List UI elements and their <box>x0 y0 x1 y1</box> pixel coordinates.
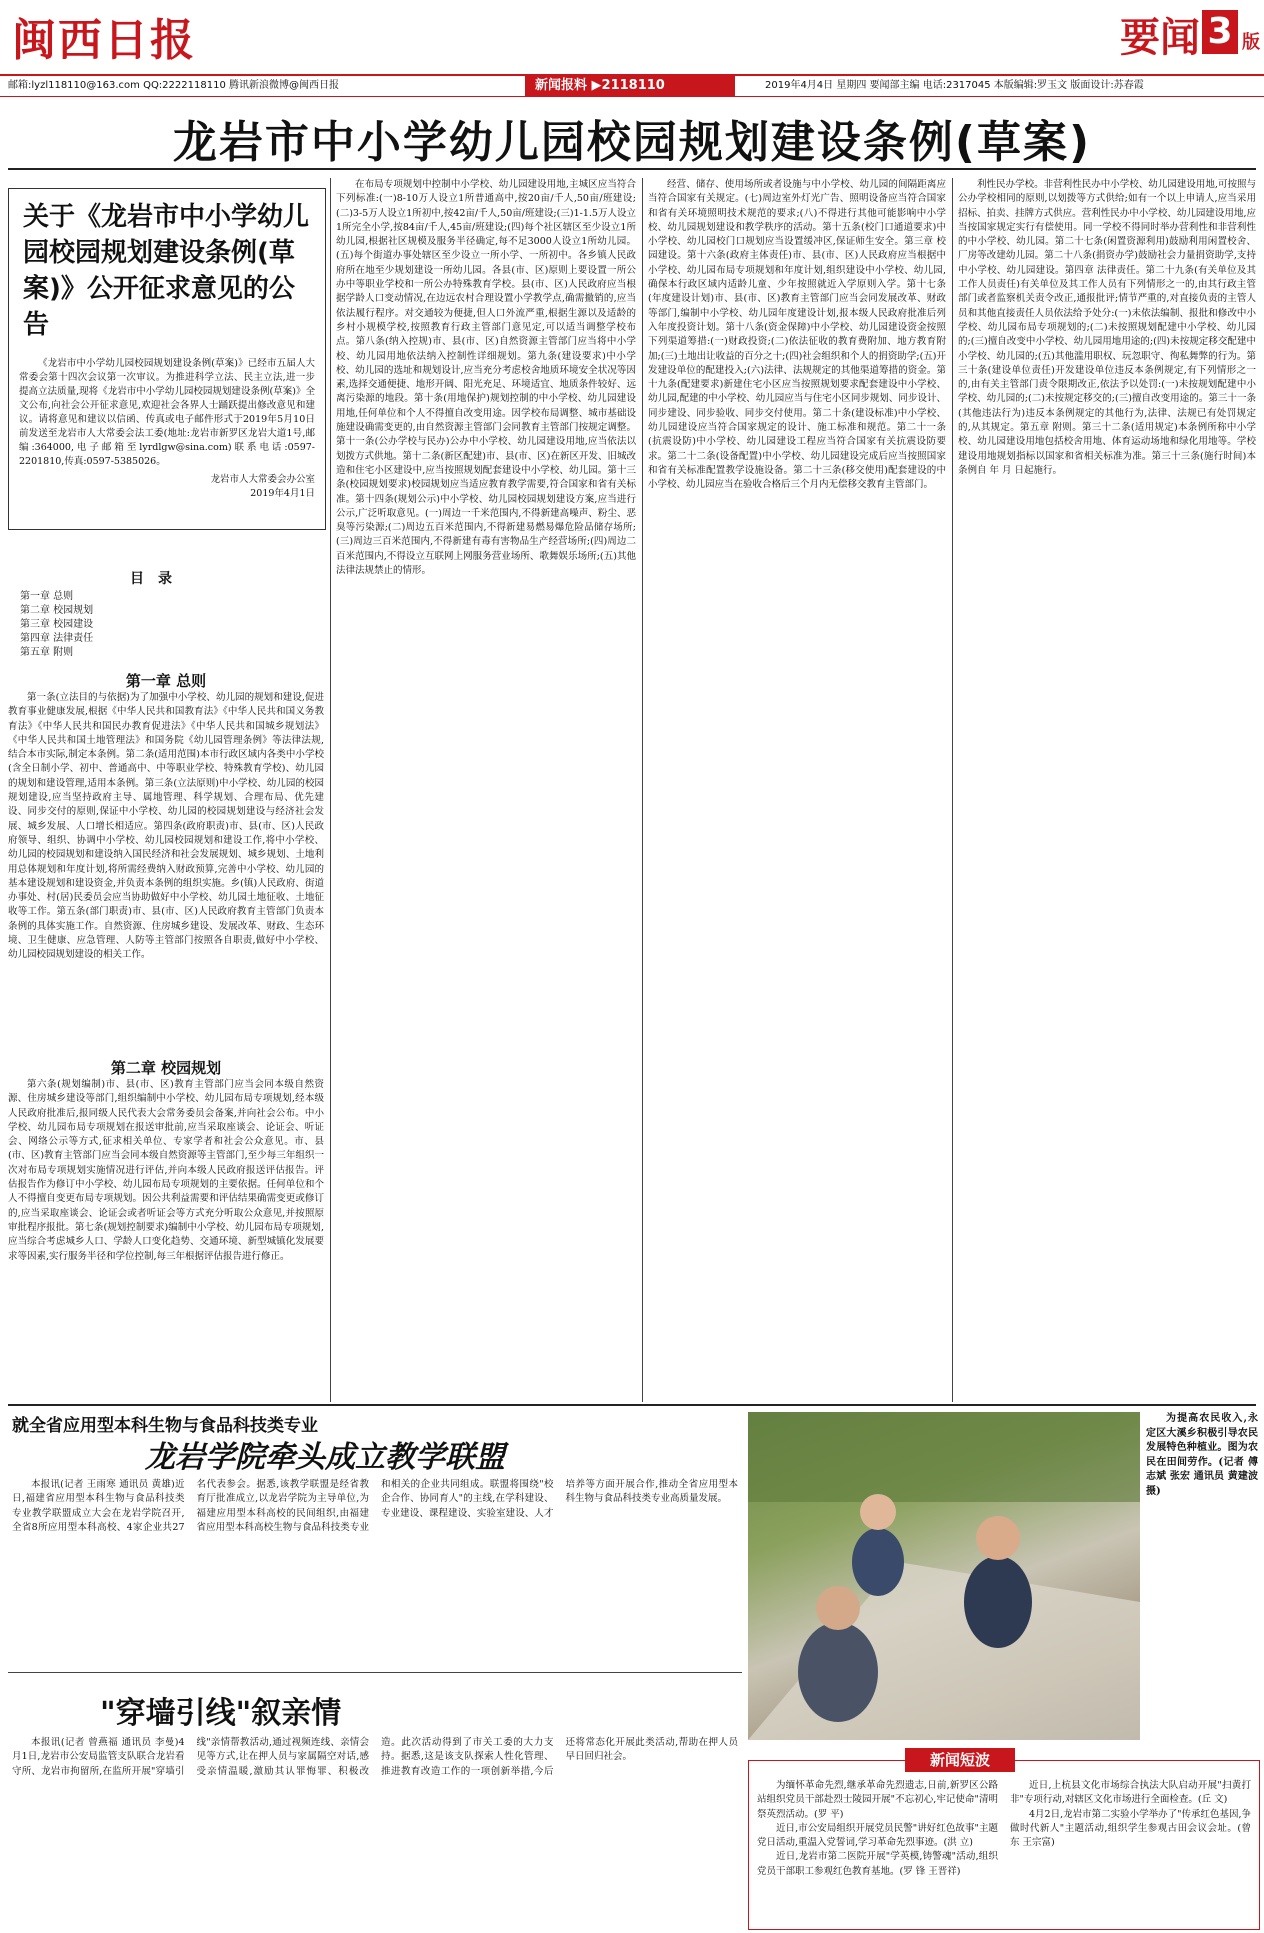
article-text: 第六条(规划编制)市、县(市、区)教育主管部门应当会同本级自然资源、住房城乡建设等部门,组织编制中小学校、幼儿园布局专项规划,经本级人民政府批准后,报同级人民代表大会常务委员会备案,并向社会公布。中小学校、幼儿园布局专项规划在报送审批前,应当采取座谈会、论证会、听证会、网络公示等方式,征求相关单位、专家学者和社会公众意见。市、县(市、区)教育主管部门应当会同本级自然资源等主管部门,至少每三年组织一次对布局专项规划实施情况进行评估,并向本级人民政府报送评估报告。评估报告作为修订中小学校、幼儿园布局专项规划的主要依据。任何单位和个人不得擅自变更布局专项规划。因公共利益需要和评估结果确需变更或修订的,应当采取座谈会、论证会或者听证会等方式充分听取公众意见,并按照原审批程序报批。第七条(规划控制要求)编制中小学校、幼儿园布局专项规划,应当综合考虑城乡人口、学龄人口变化趋势、交通环境、新型城镇化发展要求等因素,实行服务半径和学位控制,每三年根据评估报告进行修正。 <box>8 1079 324 1262</box>
column-divider <box>330 178 331 1402</box>
column-text <box>8 691 324 1051</box>
notice-text: 《龙岩市中小学幼儿园校园规划建设条例(草案)》已经市五届人大常委会第十四次会议第一次审议。为推进科学立法、民主立法,进一步提高立法质量,现将《龙岩市中小学幼儿园校园规划建设条例(草案)》全文公布,向社会公开征求意见,欢迎社会各界人士踊跃提出修改意见和建议。请将意见和建议以信函、传真或电子邮件形式于2019年5月10日前发送至龙岩市人大常委会法工委(地址:龙岩市新罗区龙岩大道1号,邮编:364000,电子邮箱至lyrdlgw@sina.com)联系电话:0597-2201810,传真:0597-5385026。 <box>19 358 315 467</box>
photo-illustration <box>748 1412 1140 1740</box>
brief-item: 近日,市公安局组织开展党员民警"讲好红色故事"主题党日活动,重温入党誓词,学习革命先烈事迹。(洪 立) <box>757 1822 998 1849</box>
news-photo <box>748 1412 1140 1740</box>
column-divider <box>952 178 953 1402</box>
story-kicker: 就全省应用型本科生物与食品科技类专业 <box>12 1416 318 1436</box>
column-1 <box>8 670 324 1390</box>
notice-title: 关于《龙岩市中小学幼儿园校园规划建设条例(草案)》公开征求意见的公告 <box>23 202 310 340</box>
article-text: 第一条(立法目的与依据)为了加强中小学校、幼儿园的规划和建设,促进教育事业健康发展,根据《中华人民共和国教育法》《中华人民共和国义务教育法》《中华人民共和国民办教育促进法》《中华人民共和国城乡规划法》《中华人民共和国土地管理法》和国务院《幼儿园管理条例》等法律法规,结合本市实际,制定本条例。第二条(适用范围)本市行政区域内各类中小学校(含全日制小学、初中、普通高中、中等职业学校、特殊教育学校)、幼儿园的规划和建设管理,适用本条例。第三条(立法原则)中小学校、幼儿园的校园规划建设,应当坚持政府主导、属地管理、科学规划、合理布局、优先建设、同步交付的原则,保证中小学校、幼儿园的校园规划建设与经济社会发展、城乡发展、人口增长相适应。第四条(政府职责)市、县(市、区)人民政府领导、组织、协调中小学校、幼儿园校园规划和建设工作,将中小学校、幼儿园的校园规划和建设纳入国民经济和社会发展规划、城乡规划、土地利用总体规划和年度计划,将所需经费纳入财政预算,完善中小学校、幼儿园的基本建设规划和建设资金,并负责本条例的组织实施。乡(镇)人民政府、街道办事处、村(居)民委员会应当协助做好中小学校、幼儿园土地征收、土地征收等工作。第五条(部门职责)市、县(市、区)人民政府教育主管部门负责本条例的具体实施工作。自然资源、住房城乡建设、发展改革、财政、生态环境、卫生健康、应急管理、人防等主管部门按照各自职责,做好中小学校、幼儿园校园规划建设的相关工作。 <box>8 692 324 961</box>
story-title: "穿墙引线"叙亲情 <box>100 1696 342 1731</box>
brief-item: 近日,龙岩市第二医院开展"学英模,铸警魂"活动,组织党员干部职工参观红色教育基地。(罗 锋 王晋祥) <box>757 1851 998 1877</box>
public-notice-box <box>8 188 326 530</box>
section-name: 要闻 <box>1120 15 1200 61</box>
news-briefs-box <box>748 1760 1260 1930</box>
column-4 <box>958 178 1256 1400</box>
caption-text: 为提高农民收入,永定区大溪乡积极引导农民发展特色种植业。图为农民在田间劳作。(记者 傅志斌 张宏 通讯员 黄建波 摄) <box>1146 1413 1258 1497</box>
column-2 <box>336 178 636 1400</box>
headline-rule <box>8 168 1256 170</box>
column-3 <box>648 178 946 1400</box>
contact-info: 邮箱:lyzl118110@163.com QQ:2222118110 腾讯新浪微博@闽西日报 <box>8 80 339 91</box>
story-body <box>12 1736 738 1926</box>
issue-info: 2019年4月4日 星期四 要闻部主编 电话:2317045 本版编辑:罗玉文 版面设计:苏春霞 <box>765 80 1144 91</box>
hotline-banner: 新闻报料 ▶2118110 <box>525 76 735 96</box>
toc-title: 目录 <box>130 571 186 587</box>
story-text: 本报讯(记者 王雨寒 通讯员 黄雄)近日,福建省应用型本科生物与食品科技类专业教学联盟成立大会在龙岩学院召开,全省8所应用型本科高校、4家企业共27名代表参会。据悉,该教学联盟是经省教育厅批准成立,以龙岩学院为主导单位,为福建应用型本科高校的民间组织,由福建省应用型本科高校生物与食品科技类专业和相关的企业共同组成。联盟将围绕"校企合作、协同育人"的主线,在学科建设、专业建设、课程建设、实验室建设、人才培养等方面开展合作,推动全省应用型本科生物与食品科技类专业高质量发展。 <box>12 1479 738 1533</box>
toc-list <box>20 590 93 660</box>
toc-item: 第五章 附则 <box>20 647 74 658</box>
notice-body <box>19 357 315 501</box>
column-text <box>8 1078 324 1390</box>
story-body <box>12 1478 738 1664</box>
article-text: 利性民办学校。非营利性民办中小学校、幼儿园建设用地,可按照与公办学校相同的原则,以划拨等方式供给;如有一个以上申请人,应当采用招标、拍卖、挂牌方式供应。营利性民办中小学校、幼儿园建设用地,应当按国家规定实行有偿使用。同一学校不得同时举办营利性和非营利性的中小学校、幼儿园。第二十七条(闲置资源利用)鼓励利用闲置校舍、厂房等改建幼儿园。第二十八条(捐资办学)鼓励社会力量捐资助学,支持中小学校、幼儿园建设。第四章 法律责任。第二十九条(有关单位及其工作人员责任)有关单位及其工作人员有下列情形之一的,由其行政主管部门或者监察机关责令改正,通报批评;情节严重的,对直接负责的主管人员和其他直接责任人员依法给予处分:(一)未依法编制、报批和修改中小学校、幼儿园布局专项规划的;(二)未按照规划配建中小学校、幼儿园的;(三)擅自改变中小学校、幼儿园用地用途的;(四)未按规定移交配建中小学校、幼儿园的;(五)其他滥用职权、玩忽职守、徇私舞弊的行为。第三十条(建设单位责任)开发建设单位违反本条例规定,有下列情形之一的,由有关主管部门责令限期改正,依法予以处罚:(一)未按规划配建中小学校、幼儿园的;(二)未按规定移交的;(三)擅自改变用途的。第三十一条(其他违法行为)违反本条例规定的其他行为,法律、法规已有处罚规定的,从其规定。第五章 附则。第三十二条(适用规定)本条例所称中小学校、幼儿园建设用地包括校舍用地、体育运动场地和绿化用地等。学校建设用地规划指标以国家和省相关标准为准。第三十三条(施行时间)本条例自 年 月 日起施行。 <box>958 179 1256 476</box>
brief-item: 为缅怀革命先烈,继承革命先烈遗志,日前,新罗区公路站组织党员干部赴烈士陵园开展"不忘初心,牢记使命"清明祭英烈活动。(罗 平) <box>757 1780 998 1820</box>
section-rule <box>8 1404 1256 1406</box>
photo-caption <box>1146 1412 1258 1740</box>
notice-date: 2019年4月1日 <box>250 488 315 499</box>
chapter-heading: 第一章 总则 <box>125 672 207 690</box>
page-number-badge: 3 <box>1202 10 1238 54</box>
story-title: 龙岩学院牵头成立教学联盟 <box>145 1440 505 1475</box>
notice-sign: 龙岩市人大常委会办公室 <box>210 474 315 485</box>
story-divider <box>8 1672 742 1673</box>
info-bar <box>0 74 1264 97</box>
toc-item: 第三章 校园建设 <box>20 619 94 630</box>
newspaper-logo: 闽西日报 <box>12 15 196 66</box>
article-text: 在布局专项规划中控制中小学校、幼儿园建设用地,主城区应当符合下列标准:(一)8-10万人设立1所普通高中,按20亩/千人,50亩/班建设;(二)3-5万人设立1所初中,按42亩/千人,50亩/班建设;(三)1-1.5万人设立1所完全小学,按84亩/千人,45亩/班建设;(四)每个社区辖区至少设立1所幼儿园,根据社区规模及服务半径确定,每不足3000人设立1所幼儿园。(五)每个街道办事处辖区至少设立一所小学、一所初中。各乡镇人民政府所在地至少规划建设一所幼儿园。各县(市、区)原则上要设置一所公办中等职业学校和一所公办特殊教育学校。县(市、区)人民政府应当根据学龄人口变动情况,在边远农村合理设置小学教学点,确需撤销的,应当依法履行程序。对交通较为便捷,但人口外流严重,根据生源以及适龄的乡村小规模学校,按照教育行政主管部门意见定,可以适当调整学校布点。第八条(纳入控规)市、县(市、区)自然资源主管部门应当将中小学校、幼儿园用地依法纳入控制性详细规划。第九条(建设要求)中小学校、幼儿园的选址和规划设计,应当充分考虑校舍地质环境安全状况等因素,选择交通便捷、地形开阔、阳光充足、环境适宜、地质条件较好、远离污染源的地段。第十条(用地保护)规划控制的中小学校、幼儿园建设用地,任何单位和个人不得擅自改变用途。因学校布局调整、城市基础设施建设确需变更的,由自然资源主管部门会同教育主管部门按规定调整。第十一条(公办学校与民办)公办中小学校、幼儿园建设用地,应当依法以划拨方式供地。第十二条(新区配建)市、县(市、区)在新区开发、旧城改造和住宅小区建设中,应当按照规划配套建设中小学校、幼儿园。第十三条(校园规划要求)校园规划应当适应教育教学需要,符合国家和省有关标准。第十四条(规划公示)中小学校、幼儿园校园规划建设方案,应当进行公示,广泛听取意见。(一)周边一千米范围内,不得新建高噪声、粉尘、恶臭等污染源;(二)周边五百米范围内,不得新建易燃易爆危险品储存场所;(三)周边三百米范围内,不得新建有毒有害物品生产经营场所;(四)周边二百米范围内,不得设立互联网上网服务营业场所、歌舞娱乐场所;(五)其他法律法规禁止的情形。 <box>336 179 636 577</box>
toc-item: 第四章 法律责任 <box>20 633 94 644</box>
briefs-list <box>757 1779 1251 1925</box>
page-headline: 龙岩市中小学幼儿园校园规划建设条例(草案) <box>172 117 1092 168</box>
chapter-heading: 第二章 校园规划 <box>110 1059 222 1077</box>
briefs-heading: 新闻短波 <box>905 1748 1015 1772</box>
toc-item: 第一章 总则 <box>20 591 74 602</box>
brief-item: 近日,上杭县文化市场综合执法大队启动开展"扫黄打非"专项行动,对辖区文化市场进行全面检查。(丘 文) <box>1010 1780 1251 1806</box>
toc-item: 第二章 校园规划 <box>20 605 94 616</box>
brief-item: 4月2日,龙岩市第二实验小学举办了"传承红色基因,争做时代新人"主题活动,组织学生参观古田会议会址。(曾 东 王宗富) <box>1010 1808 1251 1849</box>
column-divider <box>642 178 643 1402</box>
story-text: 本报讯(记者 曾燕福 通讯员 李曼)4月1日,龙岩市公安局监管支队联合龙岩看守所、龙岩市拘留所,在监所开展"穿墙引线"亲情帮教活动,通过视频连线、亲情会见等方式,让在押人员与家属隔空对话,感受亲情温暖,激励其认罪悔罪、积极改造。此次活动得到了市关工委的大力支持。据悉,这是该支队探索人性化管理、推进教育改造工作的一项创新举措,今后还将常态化开展此类活动,帮助在押人员早日回归社会。 <box>12 1737 738 1777</box>
page-unit: 版 <box>1242 32 1260 53</box>
article-text: 经营、储存、使用场所或者设施与中小学校、幼儿园的间隔距离应当符合国家有关规定。(七)周边室外灯光广告、照明设备应当符合国家和省有关环境照明技术规范的要求;(八)不得进行其他可能影响中小学校、幼儿园规划建设和教学秩序的活动。第十五条(校门口通道要求)中小学校、幼儿园校门口规划应当设置缓冲区,保证师生安全。第三章 校园建设。第十六条(政府主体责任)市、县(市、区)人民政府应当根据中小学校、幼儿园布局专项规划和年度计划,组织建设中小学校、幼儿园,确保本行政区域内适龄儿童、少年按照就近入学原则入学。第十七条(年度建设计划)市、县(市、区)教育主管部门应当会同发展改革、财政等部门,编制中小学校、幼儿园年度建设计划,报本级人民政府批准后列入年度投资计划。第十八条(资金保障)中小学校、幼儿园建设资金按照下列渠道筹措:(一)财政投资;(二)依法征收的教育费附加、地方教育附加;(三)土地出让收益的百分之十;(四)社会组织和个人的捐资助学;(五)开发建设单位的配建投入;(六)法律、法规规定的其他渠道筹措的资金。第十九条(配建要求)新建住宅小区应当按照规划要求配套建设中小学校、幼儿园,配建的中小学校、幼儿园应当与住宅小区同步规划、同步设计、同步建设、同步验收、同步交付使用。第二十条(建设标准)中小学校、幼儿园建设应当符合国家规定的设计、施工标准和规范。第二十一条(抗震设防)中小学校、幼儿园建设工程应当符合国家有关抗震设防要求。第二十二条(设备配置)中小学校、幼儿园建设完成后应当按照国家和省有关标准配置教学设施设备。第二十三条(移交使用)配套建设的中小学校、幼儿园应当在验收合格后三个月内无偿移交教育主管部门。 <box>648 179 946 491</box>
